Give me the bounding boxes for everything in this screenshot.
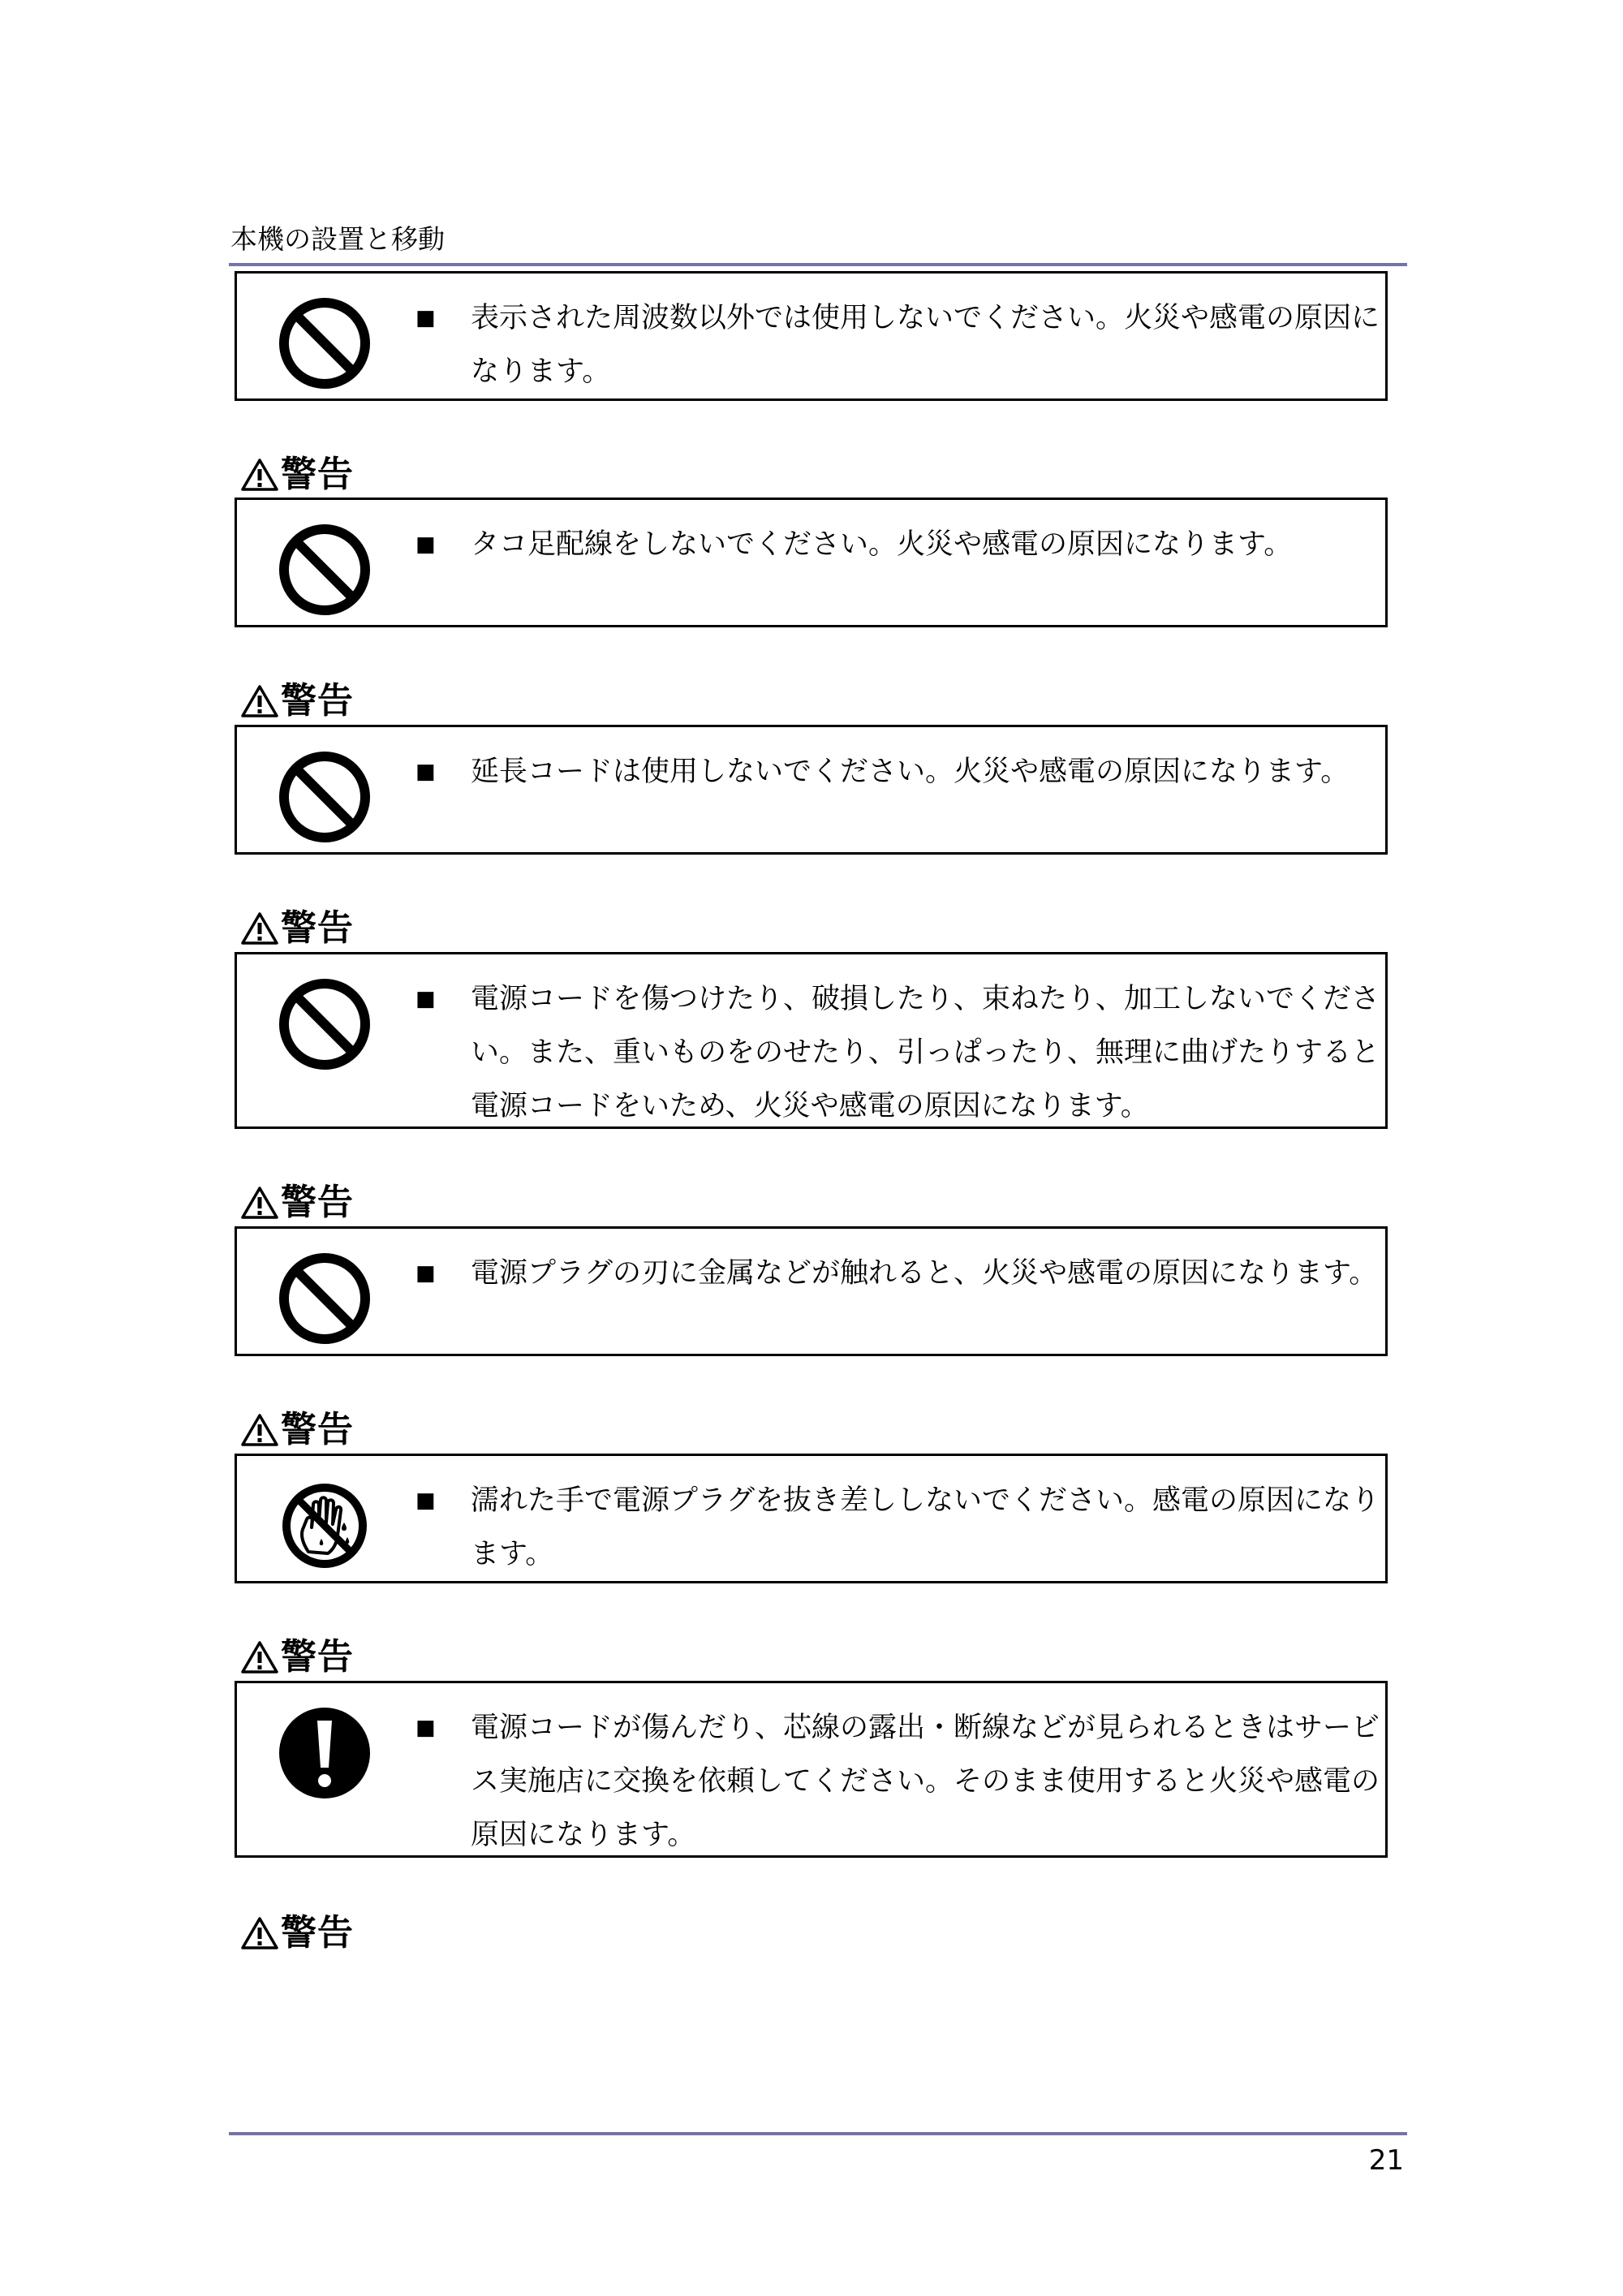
warning-text-line: 表示された周波数以外では使用しないでください。火災や感電の原因に	[471, 302, 1380, 334]
warning-label	[240, 907, 354, 950]
warning-label	[240, 1635, 354, 1679]
header-rule	[229, 263, 1407, 266]
warning-label-text: 警告	[281, 680, 354, 722]
warning-box-2	[235, 498, 1388, 627]
section-title: 本機の設置と移動	[230, 223, 445, 255]
warning-box-4	[235, 952, 1388, 1129]
no-wet-hands-icon	[276, 1477, 373, 1574]
caution-triangle-icon	[240, 1412, 279, 1448]
warning-box-6	[235, 1454, 1388, 1583]
prohibition-icon	[276, 976, 373, 1073]
warning-text-line: なります。	[471, 355, 611, 388]
warning-label-text: 警告	[281, 907, 354, 949]
warning-text	[471, 291, 1380, 398]
prohibition-icon	[276, 748, 373, 846]
warning-text-line: ス実施店に交換を依頼してください。そのまま使用すると火災や感電の	[471, 1765, 1380, 1798]
warning-label	[240, 453, 354, 497]
bullet-marker: ■	[415, 532, 436, 557]
warning-text-line: 原因になります。	[471, 1819, 696, 1851]
warning-text-line: い。また、重いものをのせたり、引っぱったり、無理に曲げたりすると	[471, 1036, 1380, 1069]
mandatory-action-icon	[276, 1704, 373, 1802]
bullet-marker: ■	[415, 1716, 436, 1740]
warning-text	[471, 1247, 1377, 1300]
warning-box-1	[235, 271, 1388, 401]
warning-text	[471, 972, 1380, 1133]
caution-triangle-icon	[240, 683, 279, 719]
warning-label-text: 警告	[281, 1636, 354, 1678]
warning-label	[240, 679, 354, 723]
warning-text	[471, 1474, 1380, 1581]
warning-label	[240, 1181, 354, 1225]
warning-text	[471, 1701, 1380, 1862]
warning-text-line: 電源プラグの刃に金属などが触れると、火災や感電の原因になります。	[471, 1257, 1378, 1290]
caution-triangle-icon	[240, 457, 279, 493]
warning-label-text: 警告	[281, 454, 354, 495]
warning-text-line: 濡れた手で電源プラグを抜き差ししないでください。感電の原因になり	[471, 1484, 1380, 1517]
warning-label-text: 警告	[281, 1912, 354, 1954]
warning-text-line: ます。	[471, 1538, 554, 1570]
warning-text-line: 電源コードが傷んだり、芯線の露出・断線などが見られるときはサービ	[471, 1712, 1380, 1744]
caution-triangle-icon	[240, 911, 279, 946]
bullet-marker: ■	[415, 987, 436, 1011]
warning-label-text: 警告	[281, 1182, 354, 1223]
warning-label-text: 警告	[281, 1409, 354, 1450]
footer-rule	[229, 2132, 1407, 2135]
caution-triangle-icon	[240, 1639, 279, 1675]
warning-box-7	[235, 1681, 1388, 1858]
prohibition-icon	[276, 1250, 373, 1347]
warning-text-line: タコ足配線をしないでください。火災や感電の原因になります。	[471, 528, 1293, 561]
bullet-marker: ■	[415, 760, 436, 784]
prohibition-icon	[276, 295, 373, 392]
warning-text-line: 延長コードは使用しないでください。火災や感電の原因になります。	[471, 756, 1350, 788]
bullet-marker: ■	[415, 1488, 436, 1513]
caution-triangle-icon	[240, 1915, 279, 1951]
warning-label	[240, 1911, 354, 1955]
warning-text	[471, 518, 1377, 571]
warning-box-5	[235, 1226, 1388, 1356]
warning-text-line: 電源コードをいため、火災や感電の原因になります。	[471, 1090, 1149, 1122]
warning-text-line: 電源コードを傷つけたり、破損したり、束ねたり、加工しないでくださ	[471, 983, 1380, 1015]
warning-label	[240, 1408, 354, 1452]
bullet-marker: ■	[415, 1261, 436, 1286]
caution-triangle-icon	[240, 1185, 279, 1221]
warning-box-3	[235, 725, 1388, 855]
page-number: 21	[1368, 2144, 1404, 2177]
bullet-marker: ■	[415, 306, 436, 330]
warning-text	[471, 745, 1377, 799]
prohibition-icon	[276, 521, 373, 618]
